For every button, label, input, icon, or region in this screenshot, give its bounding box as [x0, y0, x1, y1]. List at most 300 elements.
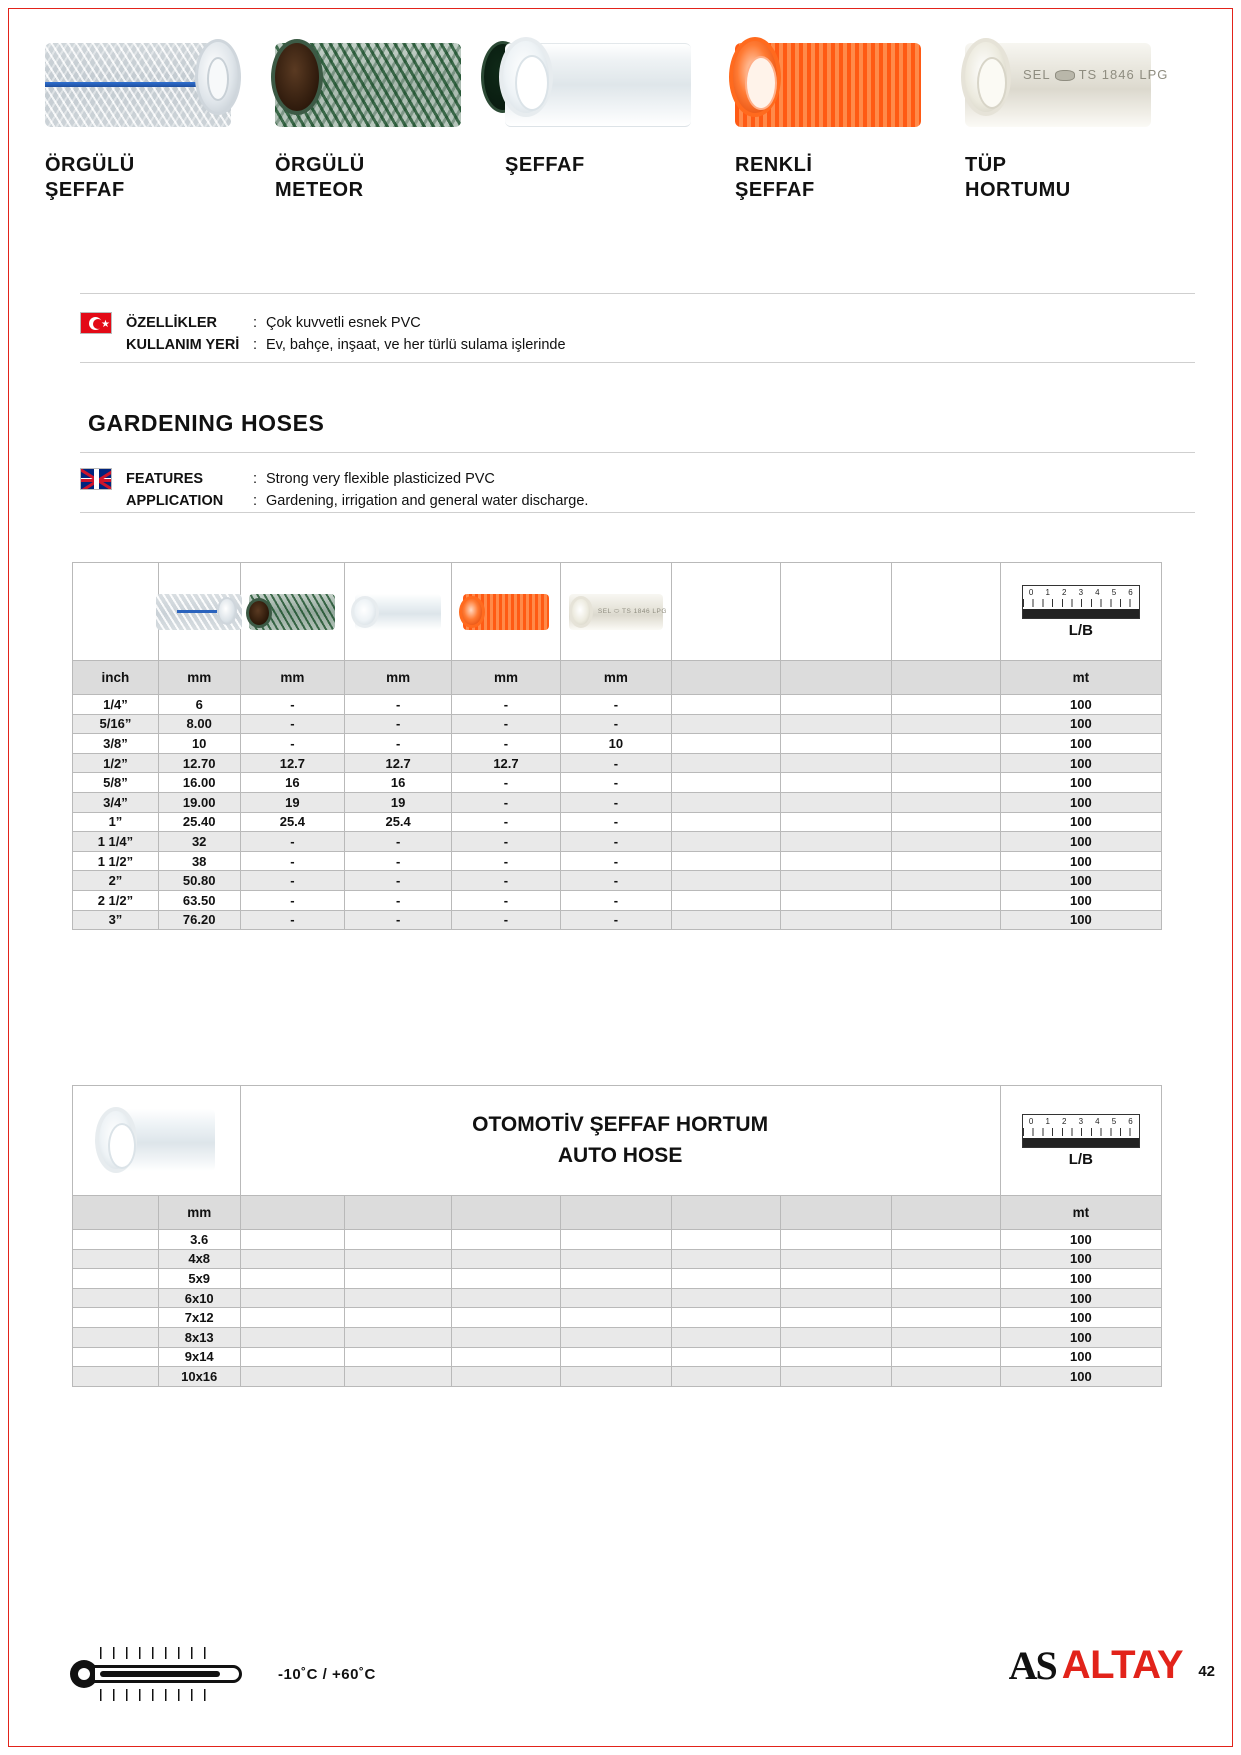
cell-r1-c5: -	[560, 714, 671, 734]
cell-r0-c8	[891, 1230, 1000, 1250]
cell-r1-c1: 8.00	[158, 714, 240, 734]
ruler-icon	[1022, 1114, 1140, 1148]
cell-r0-c0: 1/4”	[73, 695, 159, 715]
cell-r4-c8	[891, 1308, 1000, 1328]
ruler-icon	[1022, 585, 1140, 619]
spec-key-application: APPLICATION	[126, 493, 224, 510]
cell-r6-c4	[452, 1347, 561, 1367]
cell-r1-c3: -	[345, 714, 452, 734]
cell-r2-c9: 100	[1000, 1269, 1161, 1289]
table-row	[73, 1269, 1162, 1289]
cell-r3-c1: 6x10	[158, 1288, 240, 1308]
table-row	[73, 832, 1162, 852]
cell-r2-c4	[452, 1269, 561, 1289]
cell-r5-c1: 8x13	[158, 1327, 240, 1347]
cell-r9-c6	[671, 871, 780, 891]
cell-r3-c6	[671, 1288, 780, 1308]
cell-r6-c3: 25.4	[345, 812, 452, 832]
cell-r2-c3	[345, 1269, 452, 1289]
table-row	[73, 871, 1162, 891]
auto-header-row	[73, 1086, 1162, 1196]
cell-r2-c5	[560, 1269, 671, 1289]
cell-r7-c9: 100	[1000, 1367, 1161, 1387]
unit-cell-3	[345, 1196, 452, 1230]
header-cell-braided-transparent	[158, 563, 240, 661]
cell-r4-c7	[780, 1308, 891, 1328]
cell-r2-c5: 10	[560, 734, 671, 754]
cell-r11-c9: 100	[1000, 910, 1161, 930]
hero-item-orgulu-seffaf	[45, 35, 275, 225]
cell-r3-c3: 12.7	[345, 753, 452, 773]
spec-value-features: Strong very flexible plasticized PVC	[266, 471, 495, 487]
cell-r0-c2: -	[240, 695, 345, 715]
cell-r5-c9: 100	[1000, 792, 1161, 812]
cell-r10-c7	[780, 890, 891, 910]
transparent-hose-image	[505, 35, 735, 135]
table-row	[73, 812, 1162, 832]
cell-r0-c1: 3.6	[158, 1230, 240, 1250]
unit-cell-3: mm	[345, 661, 452, 695]
cell-r4-c5	[560, 1308, 671, 1328]
cell-r7-c1: 32	[158, 832, 240, 852]
cell-r6-c7	[780, 812, 891, 832]
table-row	[73, 851, 1162, 871]
table-row	[73, 773, 1162, 793]
auto-hose-table	[72, 1085, 1162, 1387]
cell-r1-c2	[240, 1249, 345, 1269]
brand-mark: AS	[1008, 1643, 1056, 1688]
colon: :	[252, 471, 258, 487]
cell-r4-c2	[240, 1308, 345, 1328]
cell-r9-c4: -	[452, 871, 561, 891]
turkish-flag-icon: ★	[80, 312, 112, 334]
table-row	[73, 714, 1162, 734]
cell-r1-c3	[345, 1249, 452, 1269]
cell-r9-c3: -	[345, 871, 452, 891]
cell-r2-c3: -	[345, 734, 452, 754]
cell-r4-c5: -	[560, 773, 671, 793]
cell-r1-c8	[891, 1249, 1000, 1269]
cell-r1-c0	[73, 1249, 159, 1269]
table-row	[73, 734, 1162, 754]
cell-r4-c3: 16	[345, 773, 452, 793]
braided-transparent-hose-image	[45, 35, 275, 135]
cell-r4-c0: 5/8”	[73, 773, 159, 793]
lpg-tube-hose-image	[965, 35, 1195, 135]
cell-r5-c0: 3/4”	[73, 792, 159, 812]
hero-item-tup-hortumu	[965, 35, 1195, 225]
length-unit-label: L/B	[1068, 621, 1093, 639]
cell-r4-c1: 7x12	[158, 1308, 240, 1328]
cell-r5-c7	[780, 792, 891, 812]
cell-r7-c7	[780, 832, 891, 852]
cell-r10-c8	[891, 890, 1000, 910]
cell-r4-c4	[452, 1308, 561, 1328]
cell-r7-c3: -	[345, 832, 452, 852]
cell-r2-c7	[780, 734, 891, 754]
cell-r2-c6	[671, 734, 780, 754]
page-number: 42	[1198, 1663, 1215, 1680]
table-row	[73, 753, 1162, 773]
cell-r6-c9: 100	[1000, 812, 1161, 832]
cell-r0-c7	[780, 1230, 891, 1250]
cell-r3-c3	[345, 1288, 452, 1308]
cell-r4-c2: 16	[240, 773, 345, 793]
cell-r0-c4	[452, 1230, 561, 1250]
header-cell-length	[1000, 563, 1161, 661]
header-cell-empty	[671, 563, 780, 661]
table-row	[73, 1367, 1162, 1387]
spec-keys-tr	[126, 312, 244, 357]
cell-r1-c6	[671, 1249, 780, 1269]
cell-r1-c9: 100	[1000, 1249, 1161, 1269]
header-cell-colored-transparent	[452, 563, 561, 661]
cell-r9-c2: -	[240, 871, 345, 891]
unit-cell-1: mm	[158, 1196, 240, 1230]
cell-r11-c5: -	[560, 910, 671, 930]
cell-r3-c4	[452, 1288, 561, 1308]
unit-cell-7	[780, 1196, 891, 1230]
spec-value-kullanim-yeri: Ev, bahçe, inşaat, ve her türlü sulama işlerinde	[266, 337, 566, 354]
table-header-image-row	[73, 563, 1162, 661]
cell-r0-c5	[560, 1230, 671, 1250]
cell-r2-c1: 10	[158, 734, 240, 754]
brand-logo	[1009, 1642, 1183, 1689]
cell-r7-c0: 1 1/4”	[73, 832, 159, 852]
uk-flag-icon	[80, 468, 112, 490]
cell-r3-c8	[891, 1288, 1000, 1308]
cell-r0-c9: 100	[1000, 1230, 1161, 1250]
colored-transparent-hose-image	[735, 35, 965, 135]
cell-r8-c2: -	[240, 851, 345, 871]
cell-r7-c7	[780, 1367, 891, 1387]
table-row	[73, 890, 1162, 910]
cell-r4-c9: 100	[1000, 773, 1161, 793]
header-cell-transparent	[345, 563, 452, 661]
table-unit-row	[73, 661, 1162, 695]
cell-r4-c0	[73, 1308, 159, 1328]
cell-r6-c0	[73, 1347, 159, 1367]
auto-header-cell-length	[1000, 1086, 1161, 1196]
cell-r11-c1: 76.20	[158, 910, 240, 930]
cell-r11-c4: -	[452, 910, 561, 930]
cell-r6-c1: 25.40	[158, 812, 240, 832]
unit-cell-5: mm	[560, 661, 671, 695]
cell-r5-c3	[345, 1327, 452, 1347]
auto-title-tr: OTOMOTİV ŞEFFAF HORTUM	[472, 1113, 769, 1137]
cell-r2-c4: -	[452, 734, 561, 754]
colon: :	[252, 315, 258, 331]
cell-r6-c0: 1”	[73, 812, 159, 832]
cell-r6-c6	[671, 1347, 780, 1367]
cell-r9-c5: -	[560, 871, 671, 891]
auto-hose-image-cell	[73, 1086, 241, 1196]
hero-label: RENKLİ ŞEFFAF	[735, 154, 815, 201]
unit-cell-8	[891, 1196, 1000, 1230]
cell-r4-c4: -	[452, 773, 561, 793]
table-row	[73, 792, 1162, 812]
cell-r0-c7	[780, 695, 891, 715]
cell-r2-c8	[891, 1269, 1000, 1289]
cell-r11-c0: 3”	[73, 910, 159, 930]
table-row	[73, 695, 1162, 715]
cell-r0-c1: 6	[158, 695, 240, 715]
cell-r2-c1: 5x9	[158, 1269, 240, 1289]
cell-r6-c7	[780, 1347, 891, 1367]
cell-r2-c8	[891, 734, 1000, 754]
unit-cell-7	[780, 661, 891, 695]
unit-cell-2	[240, 1196, 345, 1230]
cell-r8-c5: -	[560, 851, 671, 871]
cell-r3-c6	[671, 753, 780, 773]
cell-r0-c2	[240, 1230, 345, 1250]
cell-r7-c5: -	[560, 832, 671, 852]
cell-r10-c6	[671, 890, 780, 910]
cell-r5-c7	[780, 1327, 891, 1347]
cell-r2-c0	[73, 1269, 159, 1289]
cell-r4-c8	[891, 773, 1000, 793]
unit-cell-8	[891, 661, 1000, 695]
unit-cell-6	[671, 1196, 780, 1230]
cell-r1-c5	[560, 1249, 671, 1269]
cell-r6-c2: 25.4	[240, 812, 345, 832]
spec-value-application: Gardening, irrigation and general water discharge.	[266, 493, 589, 510]
cell-r7-c2: -	[240, 832, 345, 852]
cell-r0-c8	[891, 695, 1000, 715]
cell-r5-c0	[73, 1327, 159, 1347]
cell-r1-c1: 4x8	[158, 1249, 240, 1269]
tube-print-text: SEL TS 1846 LPG	[1023, 67, 1169, 82]
cell-r3-c0	[73, 1288, 159, 1308]
unit-cell-9: mt	[1000, 1196, 1161, 1230]
cell-r9-c7	[780, 871, 891, 891]
cell-r3-c7	[780, 753, 891, 773]
cell-r11-c2: -	[240, 910, 345, 930]
auto-title-en: AUTO HOSE	[557, 1143, 683, 1167]
colon: :	[252, 337, 258, 354]
cell-r7-c5	[560, 1367, 671, 1387]
cell-r3-c1: 12.70	[158, 753, 240, 773]
cell-r1-c0: 5/16”	[73, 714, 159, 734]
cell-r7-c4: -	[452, 832, 561, 852]
cell-r7-c2	[240, 1367, 345, 1387]
spec-values-en	[266, 468, 588, 513]
cell-r0-c5: -	[560, 695, 671, 715]
cell-r4-c6	[671, 773, 780, 793]
auto-hose-title-cell	[240, 1086, 1000, 1196]
table-row	[73, 910, 1162, 930]
auto-unit-row	[73, 1196, 1162, 1230]
cell-r5-c8	[891, 792, 1000, 812]
cell-r3-c8	[891, 753, 1000, 773]
cell-r1-c8	[891, 714, 1000, 734]
cell-r10-c0: 2 1/2”	[73, 890, 159, 910]
temperature-range	[70, 1645, 376, 1703]
cell-r0-c6	[671, 1230, 780, 1250]
cell-r5-c2: 19	[240, 792, 345, 812]
cell-r7-c8	[891, 1367, 1000, 1387]
ruler-numbers: 0 1 2 3 4 5 6	[1028, 1116, 1133, 1126]
unit-cell-0: inch	[73, 661, 159, 695]
hero-label: ÖRGÜLÜ METEOR	[275, 154, 365, 201]
cell-r8-c6	[671, 851, 780, 871]
table-row	[73, 1288, 1162, 1308]
cell-r11-c3: -	[345, 910, 452, 930]
brand-name: ALTAY	[1061, 1643, 1183, 1687]
cell-r6-c3	[345, 1347, 452, 1367]
cell-r2-c7	[780, 1269, 891, 1289]
cell-r4-c7	[780, 773, 891, 793]
cell-r5-c5: -	[560, 792, 671, 812]
cell-r4-c6	[671, 1308, 780, 1328]
cell-r8-c9: 100	[1000, 851, 1161, 871]
table-row	[73, 1327, 1162, 1347]
temperature-label: -10˚C / +60˚C	[278, 1665, 376, 1683]
cell-r8-c8	[891, 851, 1000, 871]
spec-values-tr	[266, 312, 566, 357]
cell-r3-c5: -	[560, 753, 671, 773]
cell-r3-c2	[240, 1288, 345, 1308]
spec-colons-en	[244, 468, 266, 513]
spec-colons-tr	[244, 312, 266, 357]
braided-meteor-hose-image	[275, 35, 505, 135]
spec-key-features: FEATURES	[126, 471, 204, 487]
colon: :	[252, 493, 258, 510]
hero-item-seffaf	[505, 35, 735, 225]
divider-top-en	[80, 452, 1195, 453]
table-row	[73, 1249, 1162, 1269]
cell-r10-c1: 63.50	[158, 890, 240, 910]
cell-r8-c4: -	[452, 851, 561, 871]
cell-r2-c2: -	[240, 734, 345, 754]
cell-r6-c4: -	[452, 812, 561, 832]
cell-r4-c9: 100	[1000, 1308, 1161, 1328]
ruler-numbers: 0 1 2 3 4 5 6	[1028, 587, 1133, 597]
header-cell-empty	[73, 563, 159, 661]
table-row	[73, 1308, 1162, 1328]
cell-r6-c8	[891, 1347, 1000, 1367]
cell-r1-c6	[671, 714, 780, 734]
divider-bottom-tr	[80, 362, 1195, 363]
cell-r1-c9: 100	[1000, 714, 1161, 734]
cell-r7-c1: 10x16	[158, 1367, 240, 1387]
unit-cell-0	[73, 1196, 159, 1230]
cell-r5-c4: -	[452, 792, 561, 812]
cell-r1-c4	[452, 1249, 561, 1269]
cell-r6-c6	[671, 812, 780, 832]
cell-r4-c1: 16.00	[158, 773, 240, 793]
cell-r6-c5	[560, 1347, 671, 1367]
header-cell-empty	[780, 563, 891, 661]
cell-r3-c9: 100	[1000, 753, 1161, 773]
cell-r11-c6	[671, 910, 780, 930]
cell-r7-c8	[891, 832, 1000, 852]
cell-r10-c4: -	[452, 890, 561, 910]
spec-key-kullanim-yeri: KULLANIM YERİ	[126, 337, 240, 354]
cell-r6-c9: 100	[1000, 1347, 1161, 1367]
spec-value-ozellikler: Çok kuvvetli esnek PVC	[266, 315, 421, 331]
unit-cell-5	[560, 1196, 671, 1230]
divider-bottom-en	[80, 512, 1195, 513]
hero-item-renkli-seffaf	[735, 35, 965, 225]
cell-r11-c7	[780, 910, 891, 930]
table-row	[73, 1347, 1162, 1367]
hero-item-orgulu-meteor	[275, 35, 505, 225]
cell-r5-c1: 19.00	[158, 792, 240, 812]
cell-r10-c9: 100	[1000, 890, 1161, 910]
cell-r0-c9: 100	[1000, 695, 1161, 715]
cell-r5-c3: 19	[345, 792, 452, 812]
unit-cell-6	[671, 661, 780, 695]
cell-r0-c3: -	[345, 695, 452, 715]
cell-r5-c5	[560, 1327, 671, 1347]
header-cell-empty	[891, 563, 1000, 661]
hero-label: ŞEFFAF	[505, 154, 585, 176]
cell-r6-c1: 9x14	[158, 1347, 240, 1367]
cell-r8-c7	[780, 851, 891, 871]
spec-block-tr	[80, 312, 1195, 357]
cell-r9-c1: 50.80	[158, 871, 240, 891]
cell-r5-c6	[671, 1327, 780, 1347]
product-hero-row	[45, 35, 1195, 225]
auto-hose-image	[73, 1099, 240, 1183]
cell-r9-c9: 100	[1000, 871, 1161, 891]
cell-r3-c4: 12.7	[452, 753, 561, 773]
cell-r7-c0	[73, 1367, 159, 1387]
cell-r7-c9: 100	[1000, 832, 1161, 852]
header-cell-braided-meteor	[240, 563, 345, 661]
cell-r1-c7	[780, 1249, 891, 1269]
spec-keys-en	[126, 468, 244, 513]
cell-r2-c6	[671, 1269, 780, 1289]
hero-label: TÜP HORTUMU	[965, 154, 1071, 201]
unit-cell-2: mm	[240, 661, 345, 695]
cell-r2-c0: 3/8”	[73, 734, 159, 754]
spec-key-ozellikler: ÖZELLİKLER	[126, 315, 218, 331]
unit-cell-1: mm	[158, 661, 240, 695]
cell-r10-c2: -	[240, 890, 345, 910]
cell-r3-c2: 12.7	[240, 753, 345, 773]
cell-r8-c0: 1 1/2”	[73, 851, 159, 871]
cell-r10-c3: -	[345, 890, 452, 910]
cell-r1-c2: -	[240, 714, 345, 734]
header-cell-lpg-tube: SEL ⬭ TS 1846 LPG	[560, 563, 671, 661]
cell-r3-c0: 1/2”	[73, 753, 159, 773]
cell-r11-c8	[891, 910, 1000, 930]
cell-r0-c0	[73, 1230, 159, 1250]
cell-r1-c4: -	[452, 714, 561, 734]
cell-r7-c6	[671, 1367, 780, 1387]
unit-cell-9: mt	[1000, 661, 1161, 695]
cell-r5-c8	[891, 1327, 1000, 1347]
cell-r5-c6	[671, 792, 780, 812]
cell-r0-c3	[345, 1230, 452, 1250]
cell-r3-c9: 100	[1000, 1288, 1161, 1308]
length-unit-label: L/B	[1068, 1150, 1093, 1168]
cell-r10-c5: -	[560, 890, 671, 910]
divider-top-tr	[80, 293, 1195, 294]
cell-r9-c8	[891, 871, 1000, 891]
cell-r2-c9: 100	[1000, 734, 1161, 754]
cell-r0-c6	[671, 695, 780, 715]
cell-r5-c4	[452, 1327, 561, 1347]
gardening-hoses-table	[72, 562, 1162, 930]
cell-r6-c8	[891, 812, 1000, 832]
cell-r1-c7	[780, 714, 891, 734]
cell-r2-c2	[240, 1269, 345, 1289]
cell-r3-c5	[560, 1288, 671, 1308]
cell-r5-c2	[240, 1327, 345, 1347]
